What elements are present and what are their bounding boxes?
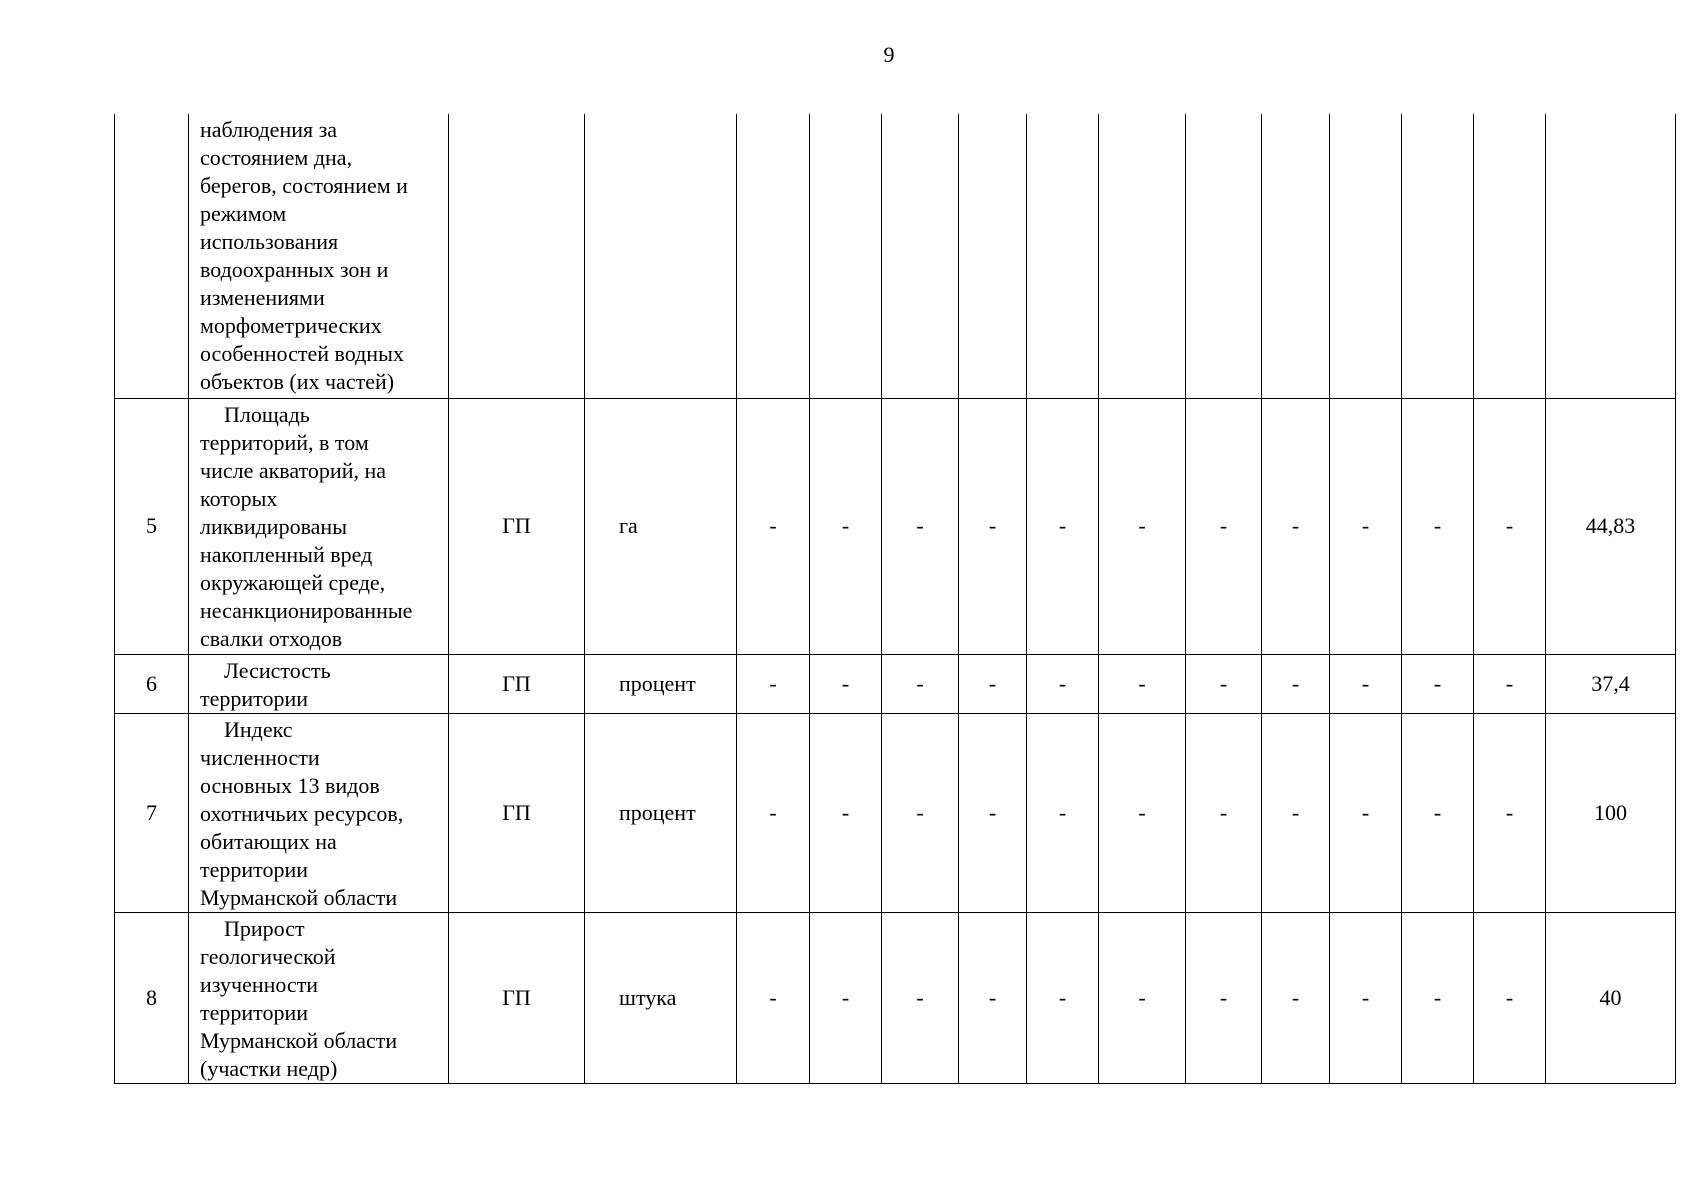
- row-number-cell: 8: [115, 912, 189, 1083]
- value-cell: -: [810, 713, 882, 912]
- unit-cell: [585, 114, 737, 398]
- description-line: ликвидированы: [200, 513, 347, 539]
- value-cell: -: [1262, 912, 1330, 1083]
- value-cell: -: [1186, 654, 1262, 713]
- description-line: изменениями: [200, 285, 325, 310]
- value-cell: -: [1027, 713, 1099, 912]
- source-cell: ГП: [449, 713, 585, 912]
- value-cell: -: [1402, 713, 1474, 912]
- unit-cell: га: [585, 398, 737, 654]
- value-cell: [1186, 114, 1262, 398]
- value-cell: -: [1402, 654, 1474, 713]
- value-cell: -: [1474, 713, 1546, 912]
- final-value-cell: 44,83: [1546, 398, 1676, 654]
- value-cell: [1402, 114, 1474, 398]
- value-cell: -: [810, 654, 882, 713]
- description-line: Лесистость: [224, 657, 331, 683]
- description-line: охотничьих ресурсов,: [200, 800, 404, 826]
- value-cell: -: [959, 654, 1027, 713]
- source-cell: ГП: [449, 654, 585, 713]
- description-line: (участки недр): [200, 1055, 338, 1081]
- value-cell: -: [1330, 654, 1402, 713]
- value-cell: -: [1402, 398, 1474, 654]
- table-row: [115, 114, 1676, 398]
- value-cell: [1330, 114, 1402, 398]
- source-cell: ГП: [449, 912, 585, 1083]
- description-line: Мурманской области: [200, 884, 398, 910]
- description-line: использования: [200, 229, 339, 254]
- value-cell: -: [882, 398, 959, 654]
- source-cell: [449, 114, 585, 398]
- value-cell: [959, 114, 1027, 398]
- row-number-cell: [115, 114, 189, 398]
- description-line: территории: [200, 685, 309, 711]
- value-cell: -: [1027, 398, 1099, 654]
- description-line: свалки отходов: [200, 625, 343, 651]
- description-line: Индекс: [224, 716, 293, 742]
- value-cell: -: [1474, 654, 1546, 713]
- unit-cell: процент: [585, 654, 737, 713]
- value-cell: -: [1262, 713, 1330, 912]
- indicators-table: [114, 114, 1676, 1084]
- value-cell: -: [1262, 654, 1330, 713]
- value-cell: -: [959, 398, 1027, 654]
- value-cell: -: [1099, 912, 1186, 1083]
- row-number-cell: 7: [115, 713, 189, 912]
- value-cell: [737, 114, 810, 398]
- description-line: территорий, в том: [200, 429, 369, 455]
- final-value-cell: 100: [1546, 713, 1676, 912]
- value-cell: -: [1099, 713, 1186, 912]
- value-cell: -: [882, 912, 959, 1083]
- value-cell: -: [1402, 912, 1474, 1083]
- unit-cell: штука: [585, 912, 737, 1083]
- value-cell: -: [1186, 713, 1262, 912]
- indicator-description-cell: [189, 713, 449, 912]
- indicator-description-cell: [189, 114, 449, 398]
- description-line: Площадь: [224, 401, 310, 427]
- value-cell: [1099, 114, 1186, 398]
- value-cell: -: [1186, 912, 1262, 1083]
- value-cell: -: [1474, 912, 1546, 1083]
- value-cell: [882, 114, 959, 398]
- value-cell: -: [810, 398, 882, 654]
- table-row: [115, 912, 1676, 1083]
- final-value-cell: 37,4: [1546, 654, 1676, 713]
- table-row: [115, 398, 1676, 654]
- description-line: состоянием дна,: [200, 145, 353, 170]
- description-line: накопленный вред: [200, 541, 373, 567]
- final-value-cell: 40: [1546, 912, 1676, 1083]
- value-cell: -: [810, 912, 882, 1083]
- description-line: Прирост: [224, 915, 305, 941]
- description-line: геологической: [200, 943, 336, 969]
- description-line: особенностей водных: [200, 341, 404, 366]
- value-cell: -: [882, 713, 959, 912]
- page-number: 9: [883, 42, 895, 67]
- description-line: основных 13 видов: [200, 772, 380, 798]
- value-cell: -: [959, 713, 1027, 912]
- value-cell: -: [737, 654, 810, 713]
- table-row: [115, 654, 1676, 713]
- description-line: территории: [200, 999, 309, 1025]
- value-cell: -: [737, 398, 810, 654]
- value-cell: -: [959, 912, 1027, 1083]
- description-line: территории: [200, 856, 309, 882]
- description-line: численности: [200, 744, 320, 770]
- value-cell: [810, 114, 882, 398]
- value-cell: [1474, 114, 1546, 398]
- value-cell: -: [1330, 398, 1402, 654]
- value-cell: [1262, 114, 1330, 398]
- unit-cell: процент: [585, 713, 737, 912]
- indicator-description-cell: [189, 912, 449, 1083]
- final-value-cell: [1546, 114, 1676, 398]
- value-cell: -: [737, 912, 810, 1083]
- indicator-description-cell: [189, 654, 449, 713]
- value-cell: -: [1474, 398, 1546, 654]
- row-number-cell: 5: [115, 398, 189, 654]
- value-cell: -: [1262, 398, 1330, 654]
- value-cell: -: [1186, 398, 1262, 654]
- description-line: морфометрических: [200, 313, 382, 338]
- value-cell: -: [882, 654, 959, 713]
- description-line: объектов (их частей): [200, 369, 395, 394]
- description-line: наблюдения за: [200, 117, 338, 142]
- value-cell: -: [1099, 654, 1186, 713]
- source-cell: ГП: [449, 398, 585, 654]
- value-cell: -: [737, 713, 810, 912]
- value-cell: [1027, 114, 1099, 398]
- description-line: режимом: [200, 201, 287, 226]
- description-line: окружающей среде,: [200, 569, 386, 595]
- value-cell: -: [1027, 654, 1099, 713]
- description-line: изученности: [200, 971, 319, 997]
- value-cell: -: [1027, 912, 1099, 1083]
- description-line: берегов, состоянием и: [200, 173, 408, 198]
- description-line: числе акваторий, на: [200, 457, 387, 483]
- value-cell: -: [1330, 912, 1402, 1083]
- description-line: обитающих на: [200, 828, 337, 854]
- description-line: водоохранных зон и: [200, 257, 389, 282]
- description-line: несанкционированные: [200, 597, 413, 623]
- indicator-description-cell: [189, 398, 449, 654]
- table-row: [115, 713, 1676, 912]
- value-cell: -: [1099, 398, 1186, 654]
- value-cell: -: [1330, 713, 1402, 912]
- description-line: Мурманской области: [200, 1027, 398, 1053]
- row-number-cell: 6: [115, 654, 189, 713]
- description-line: которых: [200, 485, 278, 511]
